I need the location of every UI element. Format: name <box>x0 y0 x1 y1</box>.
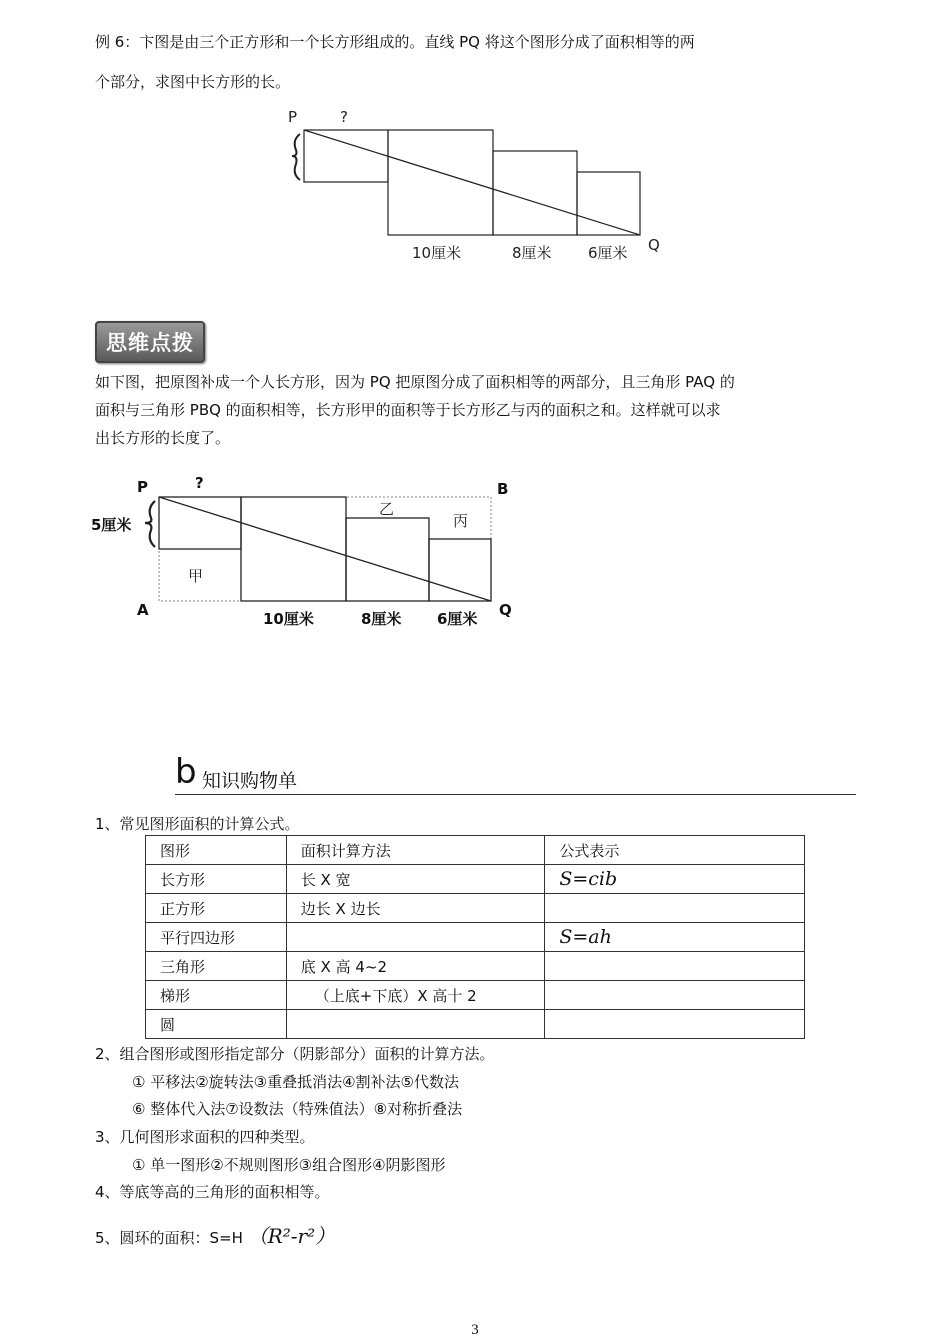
item-5-formula: （R²-r²） <box>247 1224 336 1248</box>
fig1-dim-8: 8厘米 <box>512 244 552 262</box>
fig2-dim-6: 6厘米 <box>437 610 478 628</box>
fig2-label-b: B <box>497 480 509 498</box>
table-cell <box>545 952 805 981</box>
example-line-2: 个部分，求图中长方形的长。 <box>95 73 291 91</box>
fig1-label-question: ? <box>340 108 348 126</box>
table-cell-formula: S=cib <box>545 865 805 894</box>
table-cell <box>545 1010 805 1039</box>
formula-table <box>145 835 805 1039</box>
item-2: 2、组合图形或图形指定部分（阴影部分）面积的计算方法。 <box>95 1045 495 1063</box>
figure-1 <box>270 100 680 275</box>
table-row <box>146 923 805 952</box>
table-row <box>146 1010 805 1039</box>
figure-2 <box>85 470 535 635</box>
table-header-cell: 公式表示 <box>545 836 805 865</box>
fig1-dim-6: 6厘米 <box>588 244 628 262</box>
table-cell <box>545 894 805 923</box>
table-cell: 梯形 <box>146 981 287 1010</box>
fig1-square-10 <box>388 130 493 235</box>
table-header-cell: 图形 <box>146 836 287 865</box>
table-cell: 边长 X 边长 <box>286 894 545 923</box>
table-row <box>146 865 805 894</box>
fig2-dim-10: 10厘米 <box>263 610 314 628</box>
item-5 <box>95 1222 335 1252</box>
fig2-label-q: Q <box>499 601 512 619</box>
table-header-cell: 面积计算方法 <box>286 836 545 865</box>
item-1: 1、常见图形面积的计算公式。 <box>95 815 300 833</box>
item-3-types: ① 单一图形②不规则图形③组合图形④阴影图形 <box>132 1156 446 1174</box>
fig1-rect <box>304 130 388 182</box>
table-cell: 底 X 高 4~2 <box>286 952 545 981</box>
section-letter: b <box>175 752 197 792</box>
item-2-methods-a: ① 平移法②旋转法③重叠抵消法④割补法⑤代数法 <box>132 1073 460 1091</box>
fig2-label-question: ? <box>195 474 204 492</box>
fig2-label-p: P <box>137 478 148 496</box>
fig2-square-10 <box>241 497 346 601</box>
fig2-rect <box>159 497 241 549</box>
hint-line-1: 如下图，把原图补成一个人长方形，因为 PQ 把原图分成了面积相等的两部分，且三角形 PAQ 的 <box>95 373 735 391</box>
hint-line-3: 出长方形的长度了。 <box>95 429 231 447</box>
hint-line-2: 面积与三角形 PBQ 的面积相等，长方形甲的面积等于长方形乙与丙的面积之和。这样就可以求 <box>95 401 721 419</box>
fig2-label-a: A <box>137 601 149 619</box>
item-3: 3、几何图形求面积的四种类型。 <box>95 1128 315 1146</box>
table-cell: 圆 <box>146 1010 287 1039</box>
table-cell <box>286 1010 545 1039</box>
section-heading <box>175 752 856 795</box>
fig2-region-bing: 丙 <box>453 512 469 530</box>
table-row <box>146 981 805 1010</box>
table-cell: 正方形 <box>146 894 287 923</box>
table-cell: 平行四边形 <box>146 923 287 952</box>
table-cell: （上底+下底）X 高十 2 <box>286 981 545 1010</box>
item-2-methods-b: ⑥ 整体代入法⑦设数法（特殊值法）⑧对称折叠法 <box>132 1100 463 1118</box>
example-line-1: 例 6：卞图是由三个正方形和一个长方形组成的。直线 PQ 将这个图形分成了面积相等的两 <box>95 33 695 51</box>
fig1-dim-10: 10厘米 <box>412 244 462 262</box>
table-row <box>146 894 805 923</box>
table-cell: 三角形 <box>146 952 287 981</box>
table-cell <box>545 981 805 1010</box>
table-header-row <box>146 836 805 865</box>
item-5-prefix: 5、圆环的面积：S=H <box>95 1229 243 1247</box>
table-cell: 长方形 <box>146 865 287 894</box>
page-number: 3 <box>471 1322 479 1338</box>
hint-badge: 思维点拨 <box>95 321 205 363</box>
fig2-region-yi: 乙 <box>379 500 395 518</box>
fig2-side-5: 5厘米 <box>91 516 132 534</box>
fig2-region-jia: 甲 <box>188 567 204 585</box>
fig1-label-p: P <box>288 108 298 126</box>
fig2-dim-8: 8厘米 <box>361 610 402 628</box>
item-4: 4、等底等高的三角形的面积相等。 <box>95 1183 330 1201</box>
table-cell: 长 X 宽 <box>286 865 545 894</box>
fig2-brace <box>145 501 155 547</box>
fig1-brace <box>292 134 300 180</box>
table-cell-formula: S=ah <box>545 923 805 952</box>
fig1-label-q: Q <box>648 236 660 254</box>
table-cell <box>286 923 545 952</box>
table-row <box>146 952 805 981</box>
section-title: 知识购物单 <box>202 770 298 792</box>
